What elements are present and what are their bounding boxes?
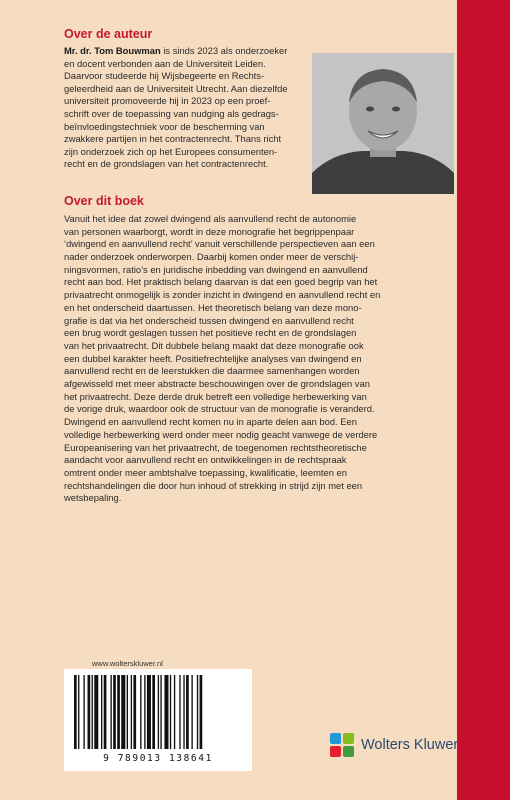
- book-description-line: wetsbepaling.: [64, 492, 122, 504]
- barcode-bar: [113, 675, 116, 749]
- author-bio-lines: [64, 58, 302, 171]
- barcode-bars: [64, 669, 252, 753]
- book-description-line: van het privaatrecht. Dit dubbele belang maakt dat deze monografie ook: [64, 339, 364, 351]
- barcode-bar: [174, 675, 175, 749]
- author-bio-line: schrift over de toepassing van nudging als gedrags-: [64, 107, 279, 119]
- book-description-line: de vorige druk, waardoor ook de structuur van de monografie is veranderd.: [64, 403, 375, 415]
- book-description-line: omtrent onder meer ambtshalve toepassing, kwalificatie, leemten en: [64, 467, 347, 478]
- barcode-bar: [160, 675, 161, 749]
- barcode-bar: [131, 675, 132, 749]
- book-description-line: nader onderzoek onderworpen. Daarbij komen onder meer de verschij-: [64, 251, 359, 263]
- book-description-line: grafie is dat via het onderscheid tussen dwingend en aanvullend recht: [64, 314, 354, 326]
- barcode-bar: [158, 675, 159, 749]
- book-description-line: Europeanisering van het privaatrecht, de toegenomen rechtstheoretische: [64, 441, 367, 453]
- book-description-line: een brug wordt geslagen tussen het positieve recht en de grondslagen: [64, 327, 357, 339]
- author-bio-line: Mr. dr. Tom Bouwman is sinds 2023 als onderzoeker: [64, 45, 288, 56]
- author-bio-line: universiteit promoveerde hij in 2023 op een proef-: [64, 95, 271, 107]
- book-description-line: volledige herbewerking werd onder meer nodig geacht vanwege de verdere: [64, 428, 378, 440]
- book-description-line: en het onderscheid daartussen. Het theoretisch belang van deze mono-: [64, 301, 362, 313]
- book-description: [64, 213, 454, 505]
- barcode-bar: [104, 675, 107, 749]
- red-side-stripe: [457, 0, 510, 800]
- barcode-bar: [200, 675, 203, 749]
- barcode-bar: [94, 675, 98, 749]
- barcode-bar: [197, 675, 198, 749]
- barcode-bar: [140, 675, 141, 749]
- barcode-bar: [101, 675, 102, 749]
- barcode-bar: [121, 675, 125, 749]
- author-bio-line: zijn onderzoek zich op het Europees consumenten-: [64, 145, 278, 157]
- barcode-bar: [127, 675, 128, 749]
- barcode-bar: [191, 675, 192, 749]
- barcode: [64, 669, 252, 771]
- barcode-digits: 9 789013 138641: [103, 753, 213, 764]
- book-description-line: Vanuit het idee dat zowel dwingend als aanvullend recht de autonomie: [64, 212, 357, 224]
- barcode-bar: [152, 675, 155, 749]
- author-bio: [64, 45, 302, 171]
- wolters-kluwer-logo-icon: [330, 733, 354, 757]
- barcode-bar: [133, 675, 136, 749]
- author-bio-line: zwakkere partijen in het contractenrecht. Thans richt: [64, 133, 282, 145]
- back-cover-content: [64, 26, 454, 505]
- barcode-bar: [78, 675, 79, 749]
- barcode-bar: [144, 675, 145, 749]
- barcode-bar: [83, 675, 84, 749]
- book-description-line: rechtshandelingen die door hun inhoud of strekking in strijd zijn met een: [64, 479, 363, 491]
- barcode-bar: [183, 675, 184, 749]
- book-description-line: ningsvormen, ratio’s en juridische inbedding van dwingend en aanvullend: [64, 263, 368, 275]
- author-bio-line: geleerdheid aan de Universiteit Utrecht. Aan diezelfde: [64, 82, 288, 94]
- author-bio-line: en docent verbonden aan de Universiteit Leiden.: [64, 57, 266, 69]
- author-heading: Over de auteur: [64, 27, 153, 41]
- author-portrait-image: [312, 53, 454, 194]
- book-description-line: afgewisseld met meer abstracte beschouwingen over de grondslagen van: [64, 378, 370, 390]
- author-name: Mr. dr. Tom Bouwman: [64, 45, 161, 56]
- author-photo: [312, 53, 454, 194]
- book-heading: Over dit boek: [64, 193, 144, 208]
- book-description-line: van personen waarborgt, wordt in deze monografie het begrippenpaar: [64, 225, 355, 237]
- book-description-line: aandacht voor aanvullend recht en ontwikkelingen in de rechtspraak: [64, 454, 347, 466]
- barcode-bar: [117, 675, 120, 749]
- barcode-bar: [147, 675, 151, 749]
- book-description-line: Dwingend en aanvullend recht komen nu in aparte delen aan bod. Een: [64, 416, 357, 428]
- barcode-bar: [186, 675, 189, 749]
- barcode-bar: [164, 675, 168, 749]
- publisher-logo: [330, 730, 500, 760]
- author-bio-line: recht en de grondslagen van het contractenrecht.: [64, 158, 269, 170]
- barcode-bar: [179, 675, 180, 749]
- barcode-bar: [110, 675, 111, 749]
- book-description-line: het privaatrecht. Deze derde druk betreft een volledige herbewerking van: [64, 390, 367, 402]
- author-bio-line: Daarvoor studeerde hij Wijsbegeerte en Rechts-: [64, 70, 265, 82]
- book-description-line: aanvullend recht en de leerstukken die daarmee samenhangen worden: [64, 365, 360, 377]
- book-description-line: recht aan bod. Het praktisch belang daarvan is dat een goed begrip van het: [64, 276, 378, 288]
- book-description-line: privaatrecht onmogelijk is zonder inzicht in dwingend en aanvullend recht en: [64, 289, 381, 301]
- book-description-line: een dubbel karakter heeft. Positiefrechtelijke analyses van dwingend en: [64, 352, 362, 364]
- website-url: www.wolterskluwer.nl: [92, 659, 163, 668]
- book-description-line: ‘dwingend en aanvullend recht’ vanuit verschillende perspectieven aan een: [64, 238, 375, 250]
- barcode-bar: [170, 675, 171, 749]
- publisher-name: Wolters Kluwer: [361, 737, 459, 753]
- barcode-bar: [92, 675, 93, 749]
- barcode-bar: [74, 675, 77, 749]
- barcode-bar: [88, 675, 91, 749]
- author-section: [64, 45, 454, 171]
- author-bio-line: beïnvloedingstechniek voor de bescherming van: [64, 120, 265, 132]
